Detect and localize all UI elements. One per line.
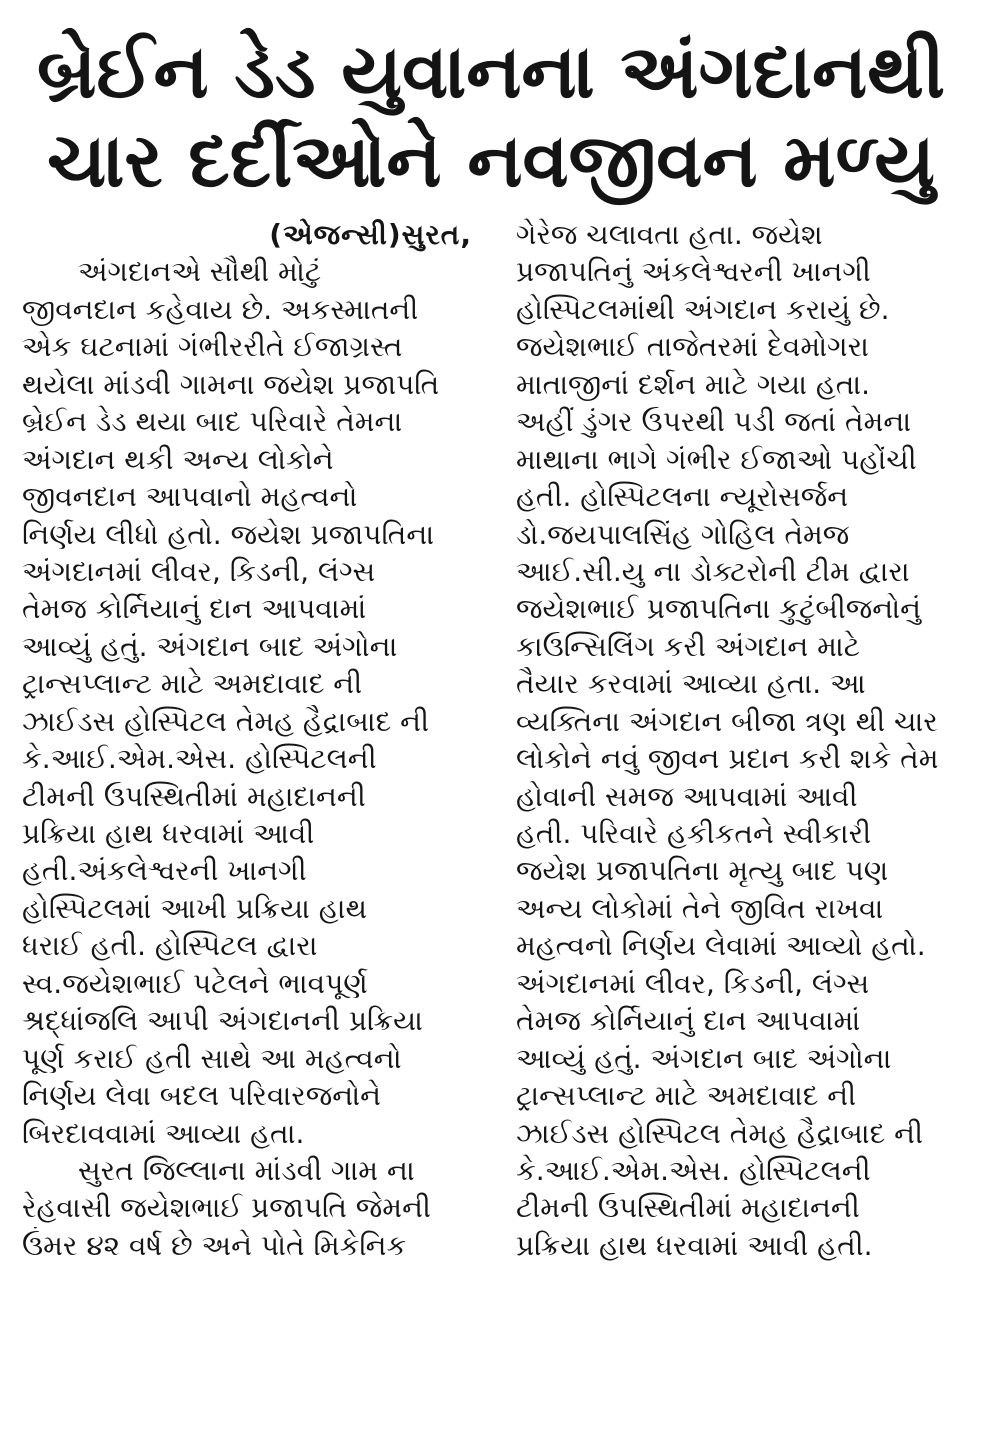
article-line: જયેશભાઈ પ્રજાપતિના કુટુંબીજનોનું: [516, 592, 922, 626]
article-line: ઝાઈડસ હોસ્પિટલ તેમહ હૈદ્રાબાદ ની: [22, 704, 429, 738]
headline-line-2: ચાર દર્દીઓને નવજીવન મળ્યુ: [47, 118, 935, 204]
headline-line-1: બ્રેઈન ડેડ યુવાનના અંગદાનથી: [36, 29, 946, 115]
article-line: અહીં ડુંગર ઉપરથી પડી જતાં તેમના: [516, 405, 912, 439]
article-line: એક ઘટનામાં ગંભીરરીતે ઈજાગ્રસ્ત: [22, 330, 403, 364]
article-line: ટીમની ઉપસ્થિતીમાં મહાદાનની: [516, 1191, 860, 1225]
article-line: હોસ્પિટલમાંથી અંગદાન કરાયું છે.: [516, 292, 890, 326]
article-line: કે.આઈ.એમ.એસ. હોસ્પિટલની: [516, 1153, 871, 1187]
article-line: આઈ.સી.યુ ના ડોક્ટરોની ટીમ દ્વારા: [516, 554, 910, 588]
article-line: તેમજ કોર્નિયાનું દાન આપવામાં: [22, 592, 367, 626]
article-line: હોવાની સમજ આપવામાં આવી: [516, 779, 858, 813]
dateline: (એજન્સી)સુરત,: [269, 218, 472, 251]
article-line: જીવનદાન કહેવાય છે. અકસ્માતની: [22, 292, 419, 326]
article-line: આવ્યું હતું. અંગદાન બાદ અંગોના: [22, 629, 398, 663]
article-line: જયેશભાઈ તાજેતરમાં દેવમોગરા: [516, 330, 869, 364]
article-line: ટ્રાન્સપ્લાન્ટ માટે અમદાવાદ ની: [22, 667, 363, 701]
article-line: સુરત જિલ્લાના માંડવી ગામ ના: [78, 1153, 415, 1187]
article-line: પ્રક્રિયા હાથ ધરવામાં આવી હતી.: [516, 1228, 873, 1262]
article-line: વ્યક્તિના અંગદાન બીજા ત્રણ થી ચાર: [516, 704, 938, 738]
article-line: લોકોને નવું જીવન પ્રદાન કરી શકે તેમ: [516, 742, 939, 776]
article-line: આવ્યું હતું. અંગદાન બાદ અંગોના: [516, 1041, 892, 1075]
article-line: માથાના ભાગે ગંભીર ઈજાઓ પહોંચી: [516, 442, 917, 476]
article-line: ગેરેજ ચલાવતા હતા. જયેશ: [516, 218, 823, 251]
article-line: માતાજીનાં દર્શન માટે ગયા હતા.: [516, 367, 871, 401]
article-line: સ્વ.જયેશભાઈ પટેલને ભાવપૂર્ણ: [22, 966, 368, 1000]
article-line: તૈયાર કરવામાં આવ્યા હતા. આ: [516, 667, 866, 701]
article-column-left: [22, 216, 472, 1264]
article-line: થયેલા માંડવી ગામના જયેશ પ્રજાપતિ: [22, 367, 440, 401]
article-line: હતી. હોસ્પિટલના ન્યૂરોસર્જન: [516, 480, 849, 514]
article-line: બ્રેઈન ડેડ થયા બાદ પરિવારે તેમના: [22, 405, 403, 439]
article-line: અન્ય લોકોમાં તેને જીવિત રાખવા: [516, 891, 884, 925]
article-line: શ્રદ્ધાંજલિ આપી અંગદાનની પ્રક્રિયા: [22, 1004, 423, 1038]
article-line: અંગદાનએ સૌથી મોટું: [78, 255, 322, 289]
article-line: જયેશ પ્રજાપતિના મૃત્યુ બાદ પણ: [516, 854, 889, 888]
article-line: હોસ્પિટલમાં આખી પ્રક્રિયા હાથ: [22, 891, 368, 925]
article-line: કે.આઈ.એમ.એસ. હોસ્પિટલની: [22, 742, 377, 776]
article-line: રેહવાસી જયેશભાઈ પ્રજાપતિ જેમની: [22, 1191, 431, 1225]
article-line: પૂર્ણ કરાઈ હતી સાથે આ મહત્વનો: [22, 1041, 402, 1075]
article-line: તેમજ કોર્નિયાનું દાન આપવામાં: [516, 1004, 861, 1038]
article-line: જીવનદાન આપવાનો મહત્વનો: [22, 480, 358, 514]
article-line: નિર્ણય લીધો હતો. જયેશ પ્રજાપતિના: [22, 517, 435, 551]
article-line: અંગદાન થકી અન્ય લોકોને: [22, 442, 334, 476]
article-line: ડો.જયપાલસિંહ ગોહિલ તેમજ: [516, 517, 850, 551]
article-line: હતી. પરિવારે હકીકતને સ્વીકારી: [516, 817, 872, 850]
article-line: ટીમની ઉપસ્થિતીમાં મહાદાનની: [22, 779, 366, 813]
article-line: પ્રક્રિયા હાથ ધરવામાં આવી: [22, 817, 315, 850]
article-column-right: [516, 216, 966, 1264]
article-line: નિર્ણય લેવા બદલ પરિવારજનોને: [22, 1079, 381, 1113]
article-line: હતી.અંકલેશ્વરની ખાનગી: [22, 854, 307, 888]
article-line: ઉંમર ૪૨ વર્ષ છે અને પોતે મિકેનિક: [22, 1228, 407, 1262]
headline: [0, 28, 982, 206]
article-line: મહત્વનો નિર્ણય લેવામાં આવ્યો હતો.: [516, 929, 926, 963]
article-line: ધરાઈ હતી. હોસ્પિટલ દ્વારા: [22, 929, 318, 963]
article-line: કાઉન્સિલિંગ કરી અંગદાન માટે: [516, 629, 860, 663]
article-line: બિરદાવવામાં આવ્યા હતા.: [22, 1116, 305, 1150]
article-line: અંગદાનમાં લીવર, કિડની, લંગ્સ: [22, 554, 376, 588]
article-line: પ્રજાપતિનું અંકલેશ્વરની ખાનગી: [516, 255, 871, 289]
article-line: ટ્રાન્સપ્લાન્ટ માટે અમદાવાદ ની: [516, 1079, 857, 1113]
article-line: ઝાઈડસ હોસ્પિટલ તેમહ હૈદ્રાબાદ ની: [516, 1116, 923, 1150]
article-line: અંગદાનમાં લીવર, કિડની, લંગ્સ: [516, 966, 870, 1000]
